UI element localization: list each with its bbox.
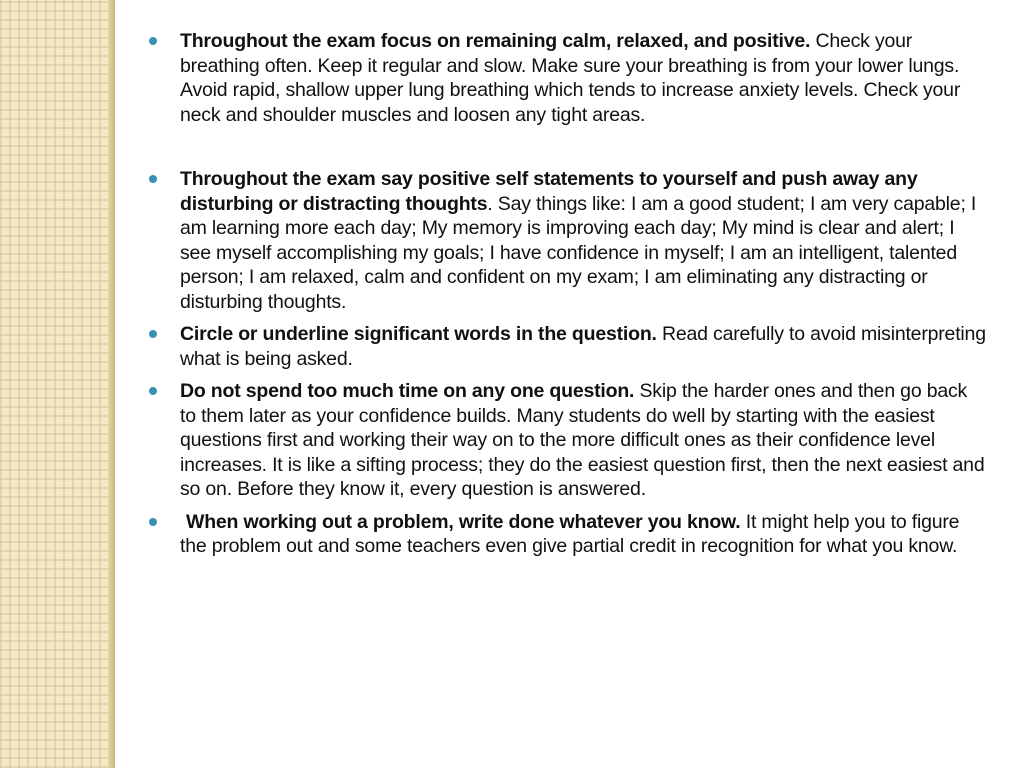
bullet-body: Read carefully to avoid misinterpreting what is being asked. xyxy=(180,323,986,370)
bullet-lead: When working out a problem, write done whatever you know. xyxy=(186,510,741,533)
bullet-dot-icon xyxy=(149,175,157,183)
bullet-dot-icon xyxy=(149,387,157,395)
bullet-list xyxy=(146,29,988,559)
bullet-body: It might help you to figure the problem out and some teachers even give partial credit in recognition for what you know. xyxy=(180,510,960,557)
bullet-dot-icon xyxy=(149,37,157,45)
bullet-body: Check your breathing often. Keep it regular and slow. Make sure your breathing is from your lower lungs. Avoid rapid, shallow upper lung breathing which tends to increase anxiety levels. Check your neck and shoulder muscles and loosen any tight areas. xyxy=(180,30,961,126)
slide-content xyxy=(146,29,988,567)
bullet-body: . Say things like: I am a good student; I am very capable; I am learning more each day; My memory is improving each day; My mind is clear and alert; I see myself accomplishing my goals; I have confidence in myself; I am an intelligent, talented person; I am relaxed, calm and confident on my exam; I am eliminating any distracting or disturbing thoughts. xyxy=(180,192,977,313)
bullet-dot-icon xyxy=(149,518,157,526)
bullet-lead: Throughout the exam say positive self statements to yourself and push away any disturbing or distracting thoughts xyxy=(180,168,918,215)
bullet-item-circle-words xyxy=(146,322,988,371)
decorative-side-edge xyxy=(108,0,115,768)
bullet-item-stay-calm xyxy=(146,29,988,127)
bullet-lead: Do not spend too much time on any one question. xyxy=(180,380,635,402)
bullet-lead: Circle or underline significant words in the question. xyxy=(180,323,657,345)
bullet-item-positive-statements xyxy=(146,167,988,314)
bullet-item-write-known xyxy=(146,510,988,559)
bullet-body: Skip the harder ones and then go back to them later as your confidence builds. Many students do well by starting with the easiest questions first and working their way on to the more difficult ones as their confidence level increases. It is like a sifting process; they do the easiest question first, then the next easiest and so on. Before they know it, every question is answered. xyxy=(180,380,985,500)
decorative-side-pattern xyxy=(0,0,108,768)
bullet-item-time-management xyxy=(146,379,988,502)
bullet-lead: Throughout the exam focus on remaining calm, relaxed, and positive. xyxy=(180,30,811,52)
bullet-dot-icon xyxy=(149,330,157,338)
